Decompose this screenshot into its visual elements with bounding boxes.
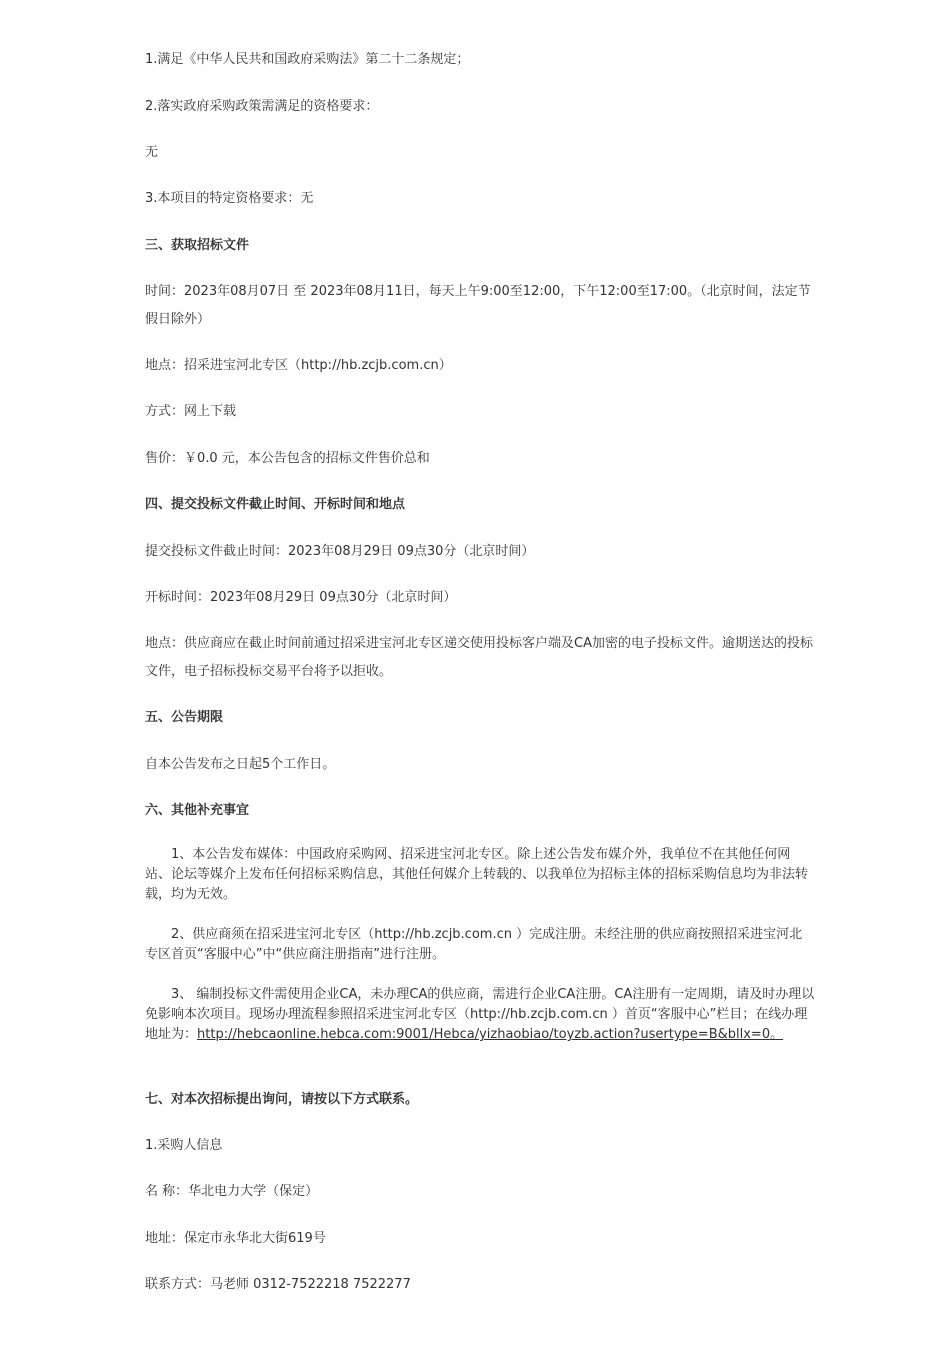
purchaser-name: 名 称：华北电力大学（保定） [145,1184,319,1199]
submission-deadline: 提交投标文件截止时间：2023年08月29日 09点30分（北京时间） [145,544,535,559]
supplement-1: 1、本公告发布媒体：中国政府采购网、招采进宝河北专区。除上述公告发布媒介外，我单位不在其他任何网站、论坛等媒介上发布任何招标采购信息，其他任何媒介上转载的、以我单位为招标主体的招标采购信息均为非法转载，均为无效。 [145,847,809,902]
qualification-2-value: 无 [145,145,159,160]
supplement-3 [145,985,815,1045]
ca-online-link[interactable]: http://hebcaonline.hebca.com:9001/Hebca/yizhaobiao/toyzb.action?usertype=B&bllx=0。 [197,1027,784,1042]
section-4-title: 四、提交投标文件截止时间、开标时间和地点 [145,497,406,512]
qualification-3: 3.本项目的特定资格要求：无 [145,191,314,206]
obtain-method: 方式：网上下载 [145,404,237,419]
document-price: 售价：￥0.0 元，本公告包含的招标文件售价总和 [145,451,430,466]
purchaser-address: 地址：保定市永华北大街619号 [145,1231,326,1246]
submission-place: 地点：供应商应在截止时间前通过招采进宝河北专区递交使用投标客户端及CA加密的电子投标文件。逾期送达的投标文件，电子招标投标交易平台将予以拒收。 [145,636,813,679]
obtain-time: 时间：2023年08月07日 至 2023年08月11日，每天上午9:00至12:00，下午12:00至17:00。（北京时间，法定节假日除外） [145,284,811,327]
obtain-place: 地点：招采进宝河北专区（http://hb.zcjb.com.cn） [145,358,452,373]
announcement-period: 自本公告发布之日起5个工作日。 [145,757,336,772]
section-7-title: 七、对本次招标提出询问，请按以下方式联系。 [145,1092,419,1107]
section-3-title: 三、获取招标文件 [145,238,250,253]
supplement-3-text: 3、 编制投标文件需使用企业CA，未办理CA的供应商，需进行企业CA注册。CA注册有一定周期，请及时办理以免影响本次项目。现场办理流程参照招采进宝河北专区（http://hb.zcjb.com.cn ）首页“客服中心”栏目；在线办理地址为： [145,987,815,1042]
section-6-title: 六、其他补充事宜 [145,803,250,818]
opening-time: 开标时间：2023年08月29日 09点30分（北京时间） [145,590,457,605]
purchaser-contact: 联系方式：马老师 0312-7522218 7522277 [145,1277,411,1292]
supplement-2: 2、供应商须在招采进宝河北专区（http://hb.zcjb.com.cn ）完成注册。未经注册的供应商按照招采进宝河北专区首页“客服中心”中“供应商注册指南”进行注册。 [145,927,803,962]
qualification-2: 2.落实政府采购政策需满足的资格要求： [145,99,379,114]
qualification-1: 1.满足《中华人民共和国政府采购法》第二十二条规定； [145,52,470,67]
section-5-title: 五、公告期限 [145,710,224,725]
purchaser-info-heading: 1.采购人信息 [145,1138,223,1153]
